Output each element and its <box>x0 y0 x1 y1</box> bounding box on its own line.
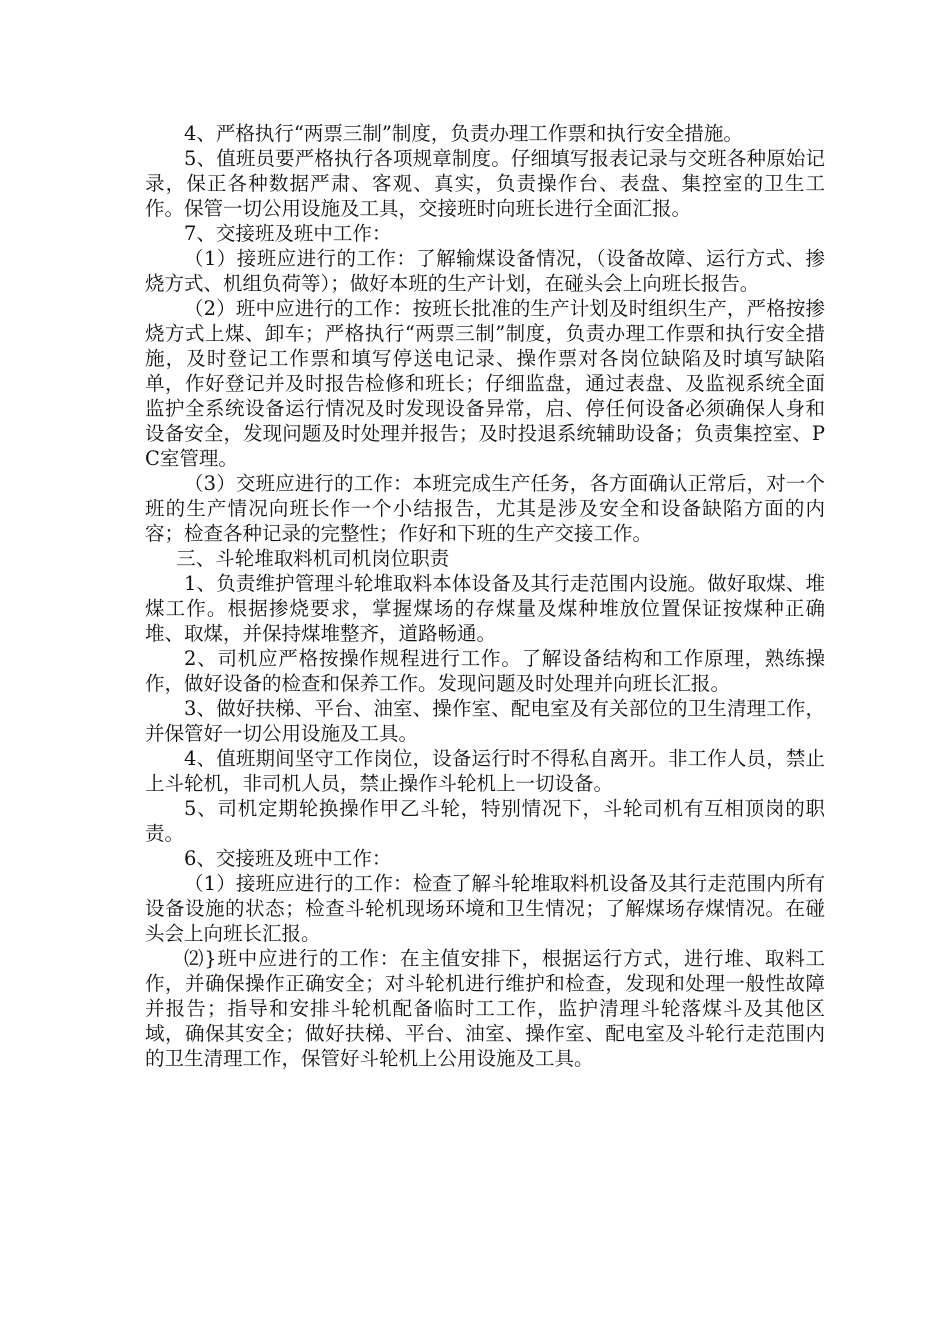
section-heading-three: 三、斗轮堆取料机司机岗位职责 <box>176 547 450 570</box>
paragraph-7-1-take-over: （1）接班应进行的工作：了解输煤设备情况，（设备故障、运行方式、掺烧方式、机组负荷等）；做好本班的生产计划，在碰头会上向班长报告。 <box>145 247 825 295</box>
paragraph-5-duty-rules: 5、值班员要严格执行各项规章制度。仔细填写报表记录与交班各种原始记录，保正各种数据严肃、客观、真实，负责操作台、表盘、集控室的卫生工作。保管一切公用设施及工具，交接班时向班长进行全面汇报。 <box>145 147 825 220</box>
paragraph-7-shift-handover: 7、交接班及班中工作： <box>184 222 392 245</box>
paragraph-6-shift-handover: 6、交接班及班中工作： <box>184 847 392 870</box>
paragraph-5-rotation: 5、司机定期轮换操作甲乙斗轮，特别情况下，斗轮司机有互相顶岗的职责。 <box>145 797 825 845</box>
document-body <box>145 121 825 1071</box>
paragraph-7-3-hand-over: （3）交班应进行的工作：本班完成生产任务，各方面确认正常后，对一个班的生产情况向班长作一个小结报告，尤其是涉及安全和设备缺陷方面的内容；检查各种记录的完整性；作好和下班的生产交接工作。 <box>145 472 825 545</box>
paragraph-6-1-take-over: （1）接班应进行的工作：检查了解斗轮堆取料机设备及其行走范围内所有设备设施的状态；检查斗轮机现场环境和卫生情况；了解煤场存煤情况。在碰头会上向班长汇报。 <box>145 872 825 945</box>
paragraph-4-two-tickets: 4、严格执行“两票三制”制度，负责办理工作票和执行安全措施。 <box>184 122 743 145</box>
paragraph-3-cleaning: 3、做好扶梯、平台、油室、操作室、配电室及有关部位的卫生清理工作，并保管好一切公用设施及工具。 <box>145 697 825 745</box>
paragraph-2-operation-rules: 2、司机应严格按操作规程进行工作。了解设备结构和工作原理，熟练操作，做好设备的检查和保养工作。发现问题及时处理并向班长汇报。 <box>145 647 825 695</box>
paragraph-4-stay-at-post: 4、值班期间坚守工作岗位，设备运行时不得私自离开。非工作人员，禁止上斗轮机，非司机人员，禁止操作斗轮机上一切设备。 <box>145 747 825 795</box>
paragraph-7-2-during-shift: （2）班中应进行的工作：按班长批准的生产计划及时组织生产，严格按掺烧方式上煤、卸车；严格执行“两票三制”制度，负责办理工作票和执行安全措施，及时登记工作票和填写停送电记录、操作票对各岗位缺陷及时填写缺陷单，作好登记并及时报告检修和班长；仔细监盘，通过表盘、及监视系统全面监护全系统设备运行情况及时发现设备异常，启、停任何设备必须确保人身和设备安全，发现问题及时处理并报告；及时投退系统辅助设备；负责集控室、PC室管理。 <box>145 297 825 470</box>
paragraph-6-2-during-shift: ⑵}班中应进行的工作：在主值安排下，根据运行方式，进行堆、取料工作，并确保操作正确安全；对斗轮机进行维护和检查，发现和处理一般性故障并报告；指导和安排斗轮机配备临时工工作，监护清理斗轮落煤斗及其他区域，确保其安全；做好扶梯、平台、油室、操作室、配电室及斗轮行走范围内的卫生清理工作，保管好斗轮机上公用设施及工具。 <box>145 947 825 1070</box>
paragraph-1-maintenance: 1、负责维护管理斗轮堆取料本体设备及其行走范围内设施。做好取煤、堆煤工作。根据掺烧要求，掌握煤场的存煤量及煤种堆放位置保证按煤种正确堆、取煤，并保持煤堆整齐，道路畅通。 <box>145 572 825 645</box>
